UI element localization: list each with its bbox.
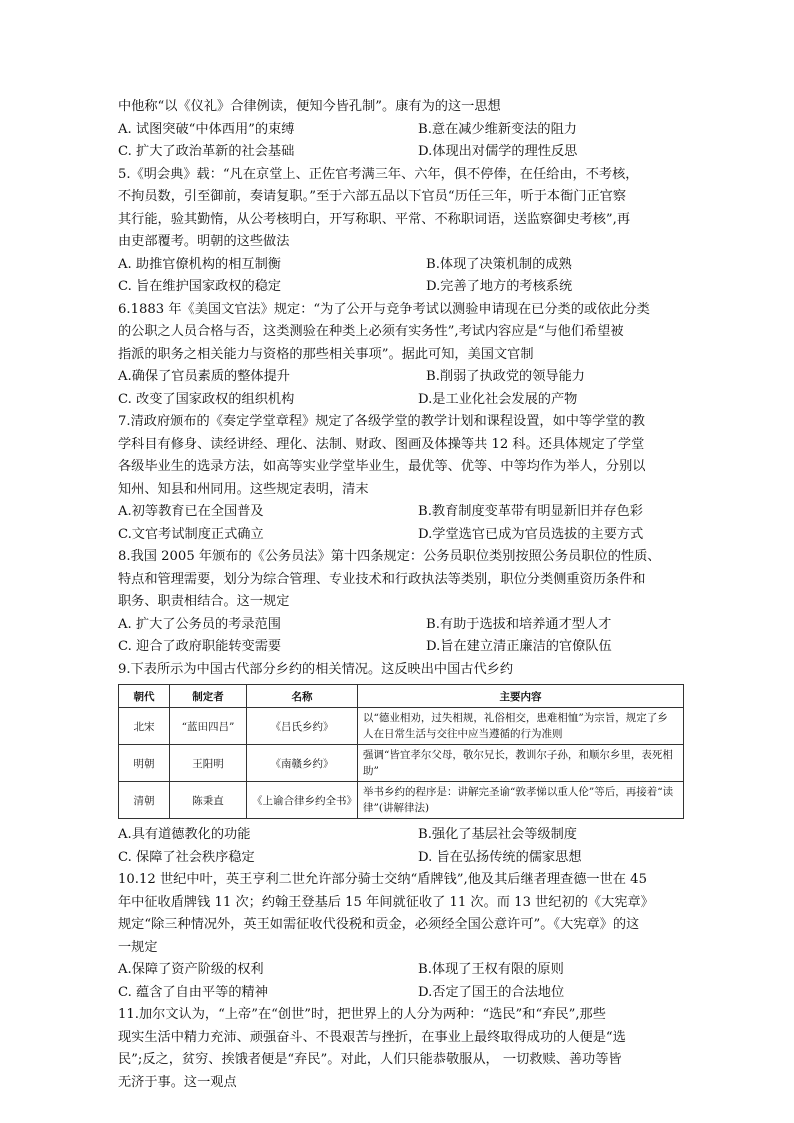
question-5-options-row-1: [118, 254, 684, 277]
question-4-option-b[interactable]: B.意在减少维新变法的阻力: [418, 121, 577, 137]
table-cell-author: 王阳明: [170, 745, 247, 782]
question-5-stem-line: 其行能，验其勤惰，从公考核明白，开写称职、平常、不称职词语，送监察御史考核”,再: [118, 211, 631, 227]
question-5-stem-line: 5.《明会典》载：“凡在京堂上、正佐官考满三年、六年，俱不停俸，在任给由，不考核，: [118, 166, 639, 182]
question-11-stem-line: 无济于事。这一观点: [118, 1074, 237, 1090]
question-8-option-d[interactable]: D.旨在建立清正廉洁的官僚队伍: [426, 639, 612, 654]
table-cell-content: 强调“皆宜孝尔父母，敬尔兄长，教训尔子孙，和顺尔乡里，表死相助”: [358, 745, 684, 782]
question-4-option-a[interactable]: A. 试图突破“中体西用”的束缚: [118, 121, 295, 137]
question-4-options-row-1: [118, 119, 684, 142]
question-11-stem-line: 现实生活中精力充沛、顽强奋斗、不畏艰苦与挫折，在事业上最终取得成功的人便是“选: [118, 1029, 626, 1045]
question-9-option-d[interactable]: D. 旨在弘扬传统的儒家思想: [418, 849, 582, 865]
question-7-option-b[interactable]: B.教育制度变革带有明显新旧并存色彩: [418, 504, 643, 519]
question-6-option-b[interactable]: B.削弱了执政党的领导能力: [426, 369, 585, 384]
table-header-row: [119, 685, 684, 708]
question-6-options-row-2: [118, 389, 684, 412]
question-4-option-d[interactable]: D.体现出对儒学的理性反思: [418, 144, 578, 159]
question-6-options-row-1: [118, 366, 684, 389]
question-8-option-c[interactable]: C. 迎合了政府职能转变需要: [118, 639, 282, 654]
question-10-stem-line: 规定“除三种情况外，英王如需征收代役税和贡金，必须经全国公意许可”。《大宪章》的这: [118, 917, 640, 932]
question-10-stem-line: 一规定: [118, 939, 158, 955]
question-5-option-d[interactable]: D.完善了地方的考核系统: [426, 279, 573, 294]
question-5-options-row-2: [118, 276, 684, 299]
question-7-stem-line: 知州、知县和州同用。这些规定表明，清末: [118, 481, 369, 497]
question-10-stem-line: 年中征收盾牌钱 11 次；约翰王登基后 15 年间就征收了 11 次。而 13 世纪初的《大宪章》: [118, 894, 654, 910]
question-11-stem-line: 民”;反之，贫穷、挨饿者便是“弃民”。对此，人们只能恭敬服从， 一切救赎、善功等皆: [118, 1052, 622, 1067]
question-9-options-row-1: [118, 824, 684, 847]
question-5-stem-line: 不拘员数，引至御前，奏请复职。”至于六部五品以下官员“历任三年，听于本衙门正官察: [118, 189, 627, 204]
question-8-options-row-1: [118, 614, 684, 637]
table-header-name: 名称: [247, 685, 358, 708]
question-6-stem-line: 指派的职务之相关能力与资格的那些相关事项”。据此可知，美国文官制: [118, 346, 534, 362]
question-9-option-b[interactable]: B.强化了基层社会等级制度: [418, 827, 577, 842]
question-9-stem-line: 9.下表所示为中国古代部分乡约的相关情况。这反映出中国古代乡约: [118, 661, 514, 677]
village-covenant-table: [118, 684, 684, 819]
question-10-options-row-2: [118, 982, 684, 1005]
question-8-stem-line: 8.我国 2005 年颁布的《公务员法》第十四条规定：公务员职位类别按照公务员职位的性质、: [118, 549, 661, 564]
table-cell-name: 《上谕合律乡约全书》: [247, 782, 358, 819]
question-4-stem-tail: 中他称“以《仪礼》合律例读，便知今皆孔制”。康有为的这一思想: [118, 99, 501, 114]
table-row: [119, 745, 684, 782]
question-5-stem-line: 由吏部覆考。明朝的这些做法: [118, 234, 290, 249]
question-10-option-c[interactable]: C. 蕴含了自由平等的精神: [118, 984, 268, 1000]
question-7-stem-line: 学科目有修身、读经讲经、理化、法制、财政、图画及体操等共 12 科。还具体规定了学堂: [118, 436, 645, 452]
table-cell-dynasty: 清朝: [119, 782, 170, 819]
table-row: [119, 708, 684, 745]
question-9-option-c[interactable]: C. 保障了社会秩序稳定: [118, 849, 255, 865]
question-7-options-row-2: [118, 524, 684, 547]
question-6-option-c[interactable]: C. 改变了国家政权的组织机构: [118, 391, 295, 407]
question-7-option-d[interactable]: D.学堂选官已成为官员选拔的主要方式: [418, 526, 644, 542]
question-5-option-b[interactable]: B.体现了决策机制的成熟: [426, 256, 572, 272]
question-7-options-row-1: [118, 501, 684, 524]
question-6-option-a[interactable]: A.确保了官员素质的整体提升: [118, 369, 290, 384]
table-cell-content: 举书乡约的程序是：讲解完圣谕“敦孝悌以重人伦”等后，再接着“读律”(讲解律法): [358, 782, 684, 819]
question-9-option-a[interactable]: A.具有道德教化的功能: [118, 827, 251, 842]
table-cell-dynasty: 北宋: [119, 708, 170, 745]
question-5-option-c[interactable]: C. 旨在维护国家政权的稳定: [118, 279, 282, 294]
question-11-stem-line: 11.加尔文认为，“上帝”在“创世”时，把世界上的人分为两种：“选民”和“弃民”,那些: [118, 1007, 606, 1022]
table-header-content: 主要内容: [358, 685, 684, 708]
question-10-option-d[interactable]: D.否定了国王的合法地位: [418, 984, 565, 1000]
table-cell-dynasty: 明朝: [119, 745, 170, 782]
question-6-stem-line: 的公职之人员合格与否，这类测验在种类上必须有实务性”,考试内容应是“与他们希望被: [118, 324, 624, 339]
question-4-option-c[interactable]: C. 扩大了政治革新的社会基础: [118, 144, 295, 159]
question-10-stem-line: 10.12 世纪中叶，英王亨利二世允许部分骑士交纳“盾牌钱”,他及其后继者理查德一世在 45: [118, 872, 647, 887]
table-cell-name: 《南赣乡约》: [247, 745, 358, 782]
table-cell-author: “蓝田四吕”: [170, 708, 247, 745]
table-cell-name: 《吕氏乡约》: [247, 708, 358, 745]
question-5-option-a[interactable]: A. 助推官僚机构的相互制衡: [118, 256, 281, 272]
question-6-option-d[interactable]: D.是工业化社会发展的产物: [418, 391, 578, 407]
question-8-option-a[interactable]: A. 扩大了公务员的考录范围: [118, 616, 281, 632]
question-7-option-a[interactable]: A.初等教育已在全国普及: [118, 504, 264, 519]
question-8-option-b[interactable]: B.有助于选拔和培养通才型人才: [426, 616, 612, 632]
question-4-options-row-2: [118, 141, 684, 164]
question-8-stem-line: 特点和管理需要，划分为综合管理、专业技术和行政执法等类别，职位分类侧重资历条件和: [118, 571, 646, 587]
question-9-options-row-2: [118, 847, 684, 870]
question-7-stem-line: 各级毕业生的选录方法，如高等实业学堂毕业生，最优等、优等、中等均作为举人，分别以: [118, 459, 646, 474]
question-7-stem-line: 7.清政府颁布的《奏定学堂章程》规定了各级学堂的教学计划和课程设置，如中等学堂的教: [118, 414, 645, 429]
question-10-options-row-1: [118, 959, 684, 982]
question-6-stem-line: 6.1883 年《美国文官法》规定：“为了公开与竞争考试以测验申请现在已分类的或依此分类: [118, 301, 650, 317]
table-header-dynasty: 朝代: [119, 685, 170, 708]
question-10-option-a[interactable]: A.保障了资产阶级的权利: [118, 962, 264, 977]
table-header-author: 制定者: [170, 685, 247, 708]
question-8-stem-line: 职务、职责相结合。这一规定: [118, 594, 290, 609]
exam-page: [118, 96, 684, 1094]
question-10-option-b[interactable]: B.体现了王权有限的原则: [418, 962, 564, 977]
table-row: [119, 782, 684, 819]
table-cell-content: 以“德业相劝，过失相规，礼俗相交，患难相恤”为宗旨，规定了乡人在日常生活与交往中应当遵循的行为准则: [358, 708, 684, 745]
question-8-options-row-2: [118, 636, 684, 659]
question-7-option-c[interactable]: C.文官考试制度正式确立: [118, 526, 264, 542]
table-cell-author: 陈秉直: [170, 782, 247, 819]
